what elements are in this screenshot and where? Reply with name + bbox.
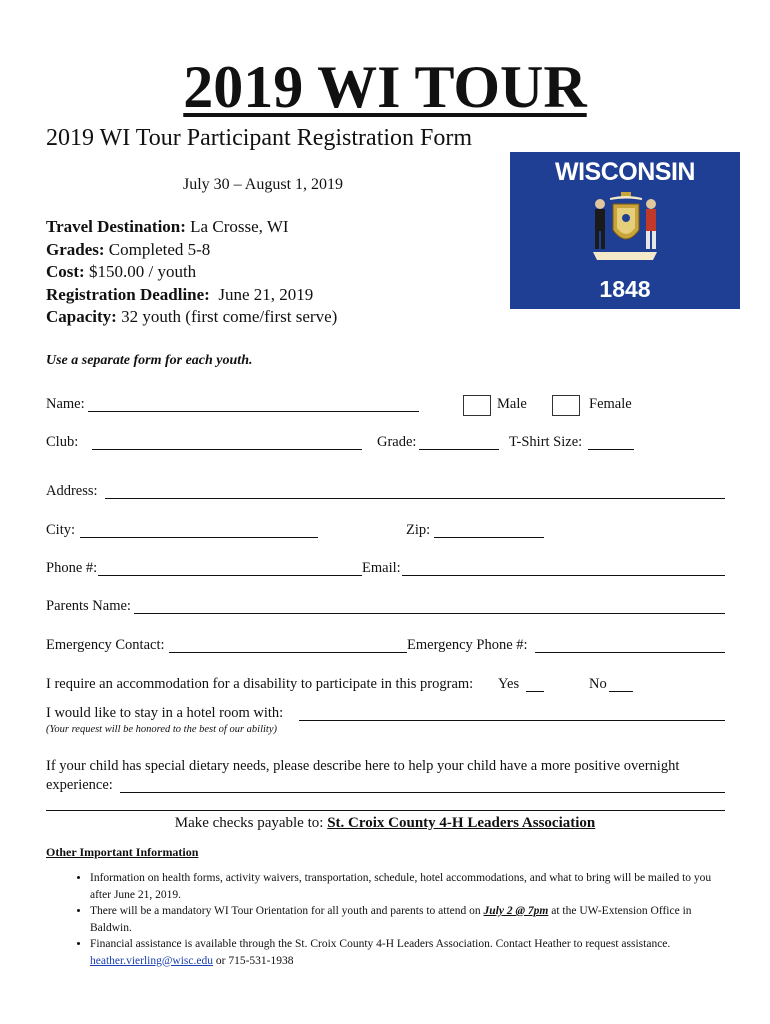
capacity-row: Capacity: 32 youth (first come/first serve) <box>46 307 338 326</box>
zip-label: Zip: <box>406 522 431 538</box>
female-label: Female <box>589 396 632 412</box>
male-checkbox[interactable] <box>463 395 491 416</box>
yes-field[interactable] <box>526 691 544 692</box>
city-label: City: <box>46 522 76 538</box>
zip-field[interactable] <box>434 537 544 538</box>
payable-line: Make checks payable to: St. Croix County 4-H Leaders Association <box>174 815 596 831</box>
list-item: • Financial assistance is available through the St. Croix County 4-H Leaders Association. Contact Heather to request assistance. heather.vierling@wisc.edu or 715-531-1938 <box>90 936 726 969</box>
diet-text: If your child has special dietary needs, please describe here to help your child have a more positive overnight experience: <box>46 758 680 793</box>
orientation-date: July 2 @ 7pm <box>483 905 549 917</box>
email-link[interactable]: heather.vierling@wisc.edu <box>90 954 213 967</box>
email-field[interactable] <box>402 575 725 576</box>
tshirt-label: T-Shirt Size: <box>509 434 583 450</box>
tshirt-field[interactable] <box>588 449 634 450</box>
other-info-list <box>46 870 726 969</box>
no-label: No <box>589 676 607 692</box>
grade-field[interactable] <box>419 449 499 450</box>
hotel-label: I would like to stay in a hotel room with: <box>46 705 284 721</box>
yes-label: Yes <box>498 676 520 692</box>
other-info-heading: Other Important Information <box>46 845 199 859</box>
tour-info <box>46 216 337 329</box>
hotel-note: (Your request will be honored to the best of our ability) <box>46 724 277 735</box>
club-field[interactable] <box>92 449 362 450</box>
accommodation-text: I require an accommodation for a disability to participate in this program: <box>46 676 474 692</box>
list-item: • Information on health forms, activity waivers, transportation, schedule, hotel accommodations, and what to bring will be mailed to you after June 21, 2019. <box>90 870 726 903</box>
instructions-note: Use a separate form for each youth. <box>46 353 253 368</box>
form-subtitle: 2019 WI Tour Participant Registration Form <box>46 125 473 151</box>
wisconsin-flag-icon <box>510 152 740 309</box>
flag-state-name: WISCONSIN <box>555 158 695 186</box>
address-field[interactable] <box>105 498 725 499</box>
address-label: Address: <box>46 483 98 499</box>
cost-row: Cost: $150.00 / youth <box>46 262 197 281</box>
female-checkbox[interactable] <box>552 395 580 416</box>
no-field[interactable] <box>609 691 633 692</box>
parents-field[interactable] <box>134 613 725 614</box>
grades-row: Grades: Completed 5-8 <box>46 239 211 259</box>
diet-field-line-2[interactable] <box>46 810 725 811</box>
hotel-field[interactable] <box>299 720 725 721</box>
payee-name: St. Croix County 4-H Leaders Association <box>327 815 596 831</box>
name-field[interactable] <box>88 411 419 412</box>
emergency-contact-field[interactable] <box>169 652 407 653</box>
coat-of-arms-icon <box>585 190 665 270</box>
emergency-phone-field[interactable] <box>535 652 725 653</box>
list-item: • There will be a mandatory WI Tour Orientation for all youth and parents to attend on July 2 @ 7pm at the UW-Extension Office in Baldwin. <box>90 903 726 936</box>
emergency-phone-label: Emergency Phone #: <box>407 637 528 653</box>
diet-field[interactable] <box>120 792 725 793</box>
phone-label: Phone #: <box>46 560 98 576</box>
city-field[interactable] <box>80 537 318 538</box>
page-title: 2019 WI TOUR <box>183 54 587 120</box>
tour-dates: July 30 – August 1, 2019 <box>183 176 344 193</box>
grade-label: Grade: <box>377 434 417 450</box>
parents-label: Parents Name: <box>46 598 131 614</box>
phone-field[interactable] <box>98 575 362 576</box>
emergency-contact-label: Emergency Contact: <box>46 637 165 653</box>
male-label: Male <box>497 396 527 412</box>
flag-year: 1848 <box>599 276 651 302</box>
club-label: Club: <box>46 434 79 450</box>
name-label: Name: <box>46 396 85 412</box>
email-label: Email: <box>362 560 401 576</box>
destination-row: Travel Destination: La Crosse, WI <box>46 217 289 236</box>
deadline-row: Registration Deadline: June 21, 2019 <box>46 284 314 304</box>
